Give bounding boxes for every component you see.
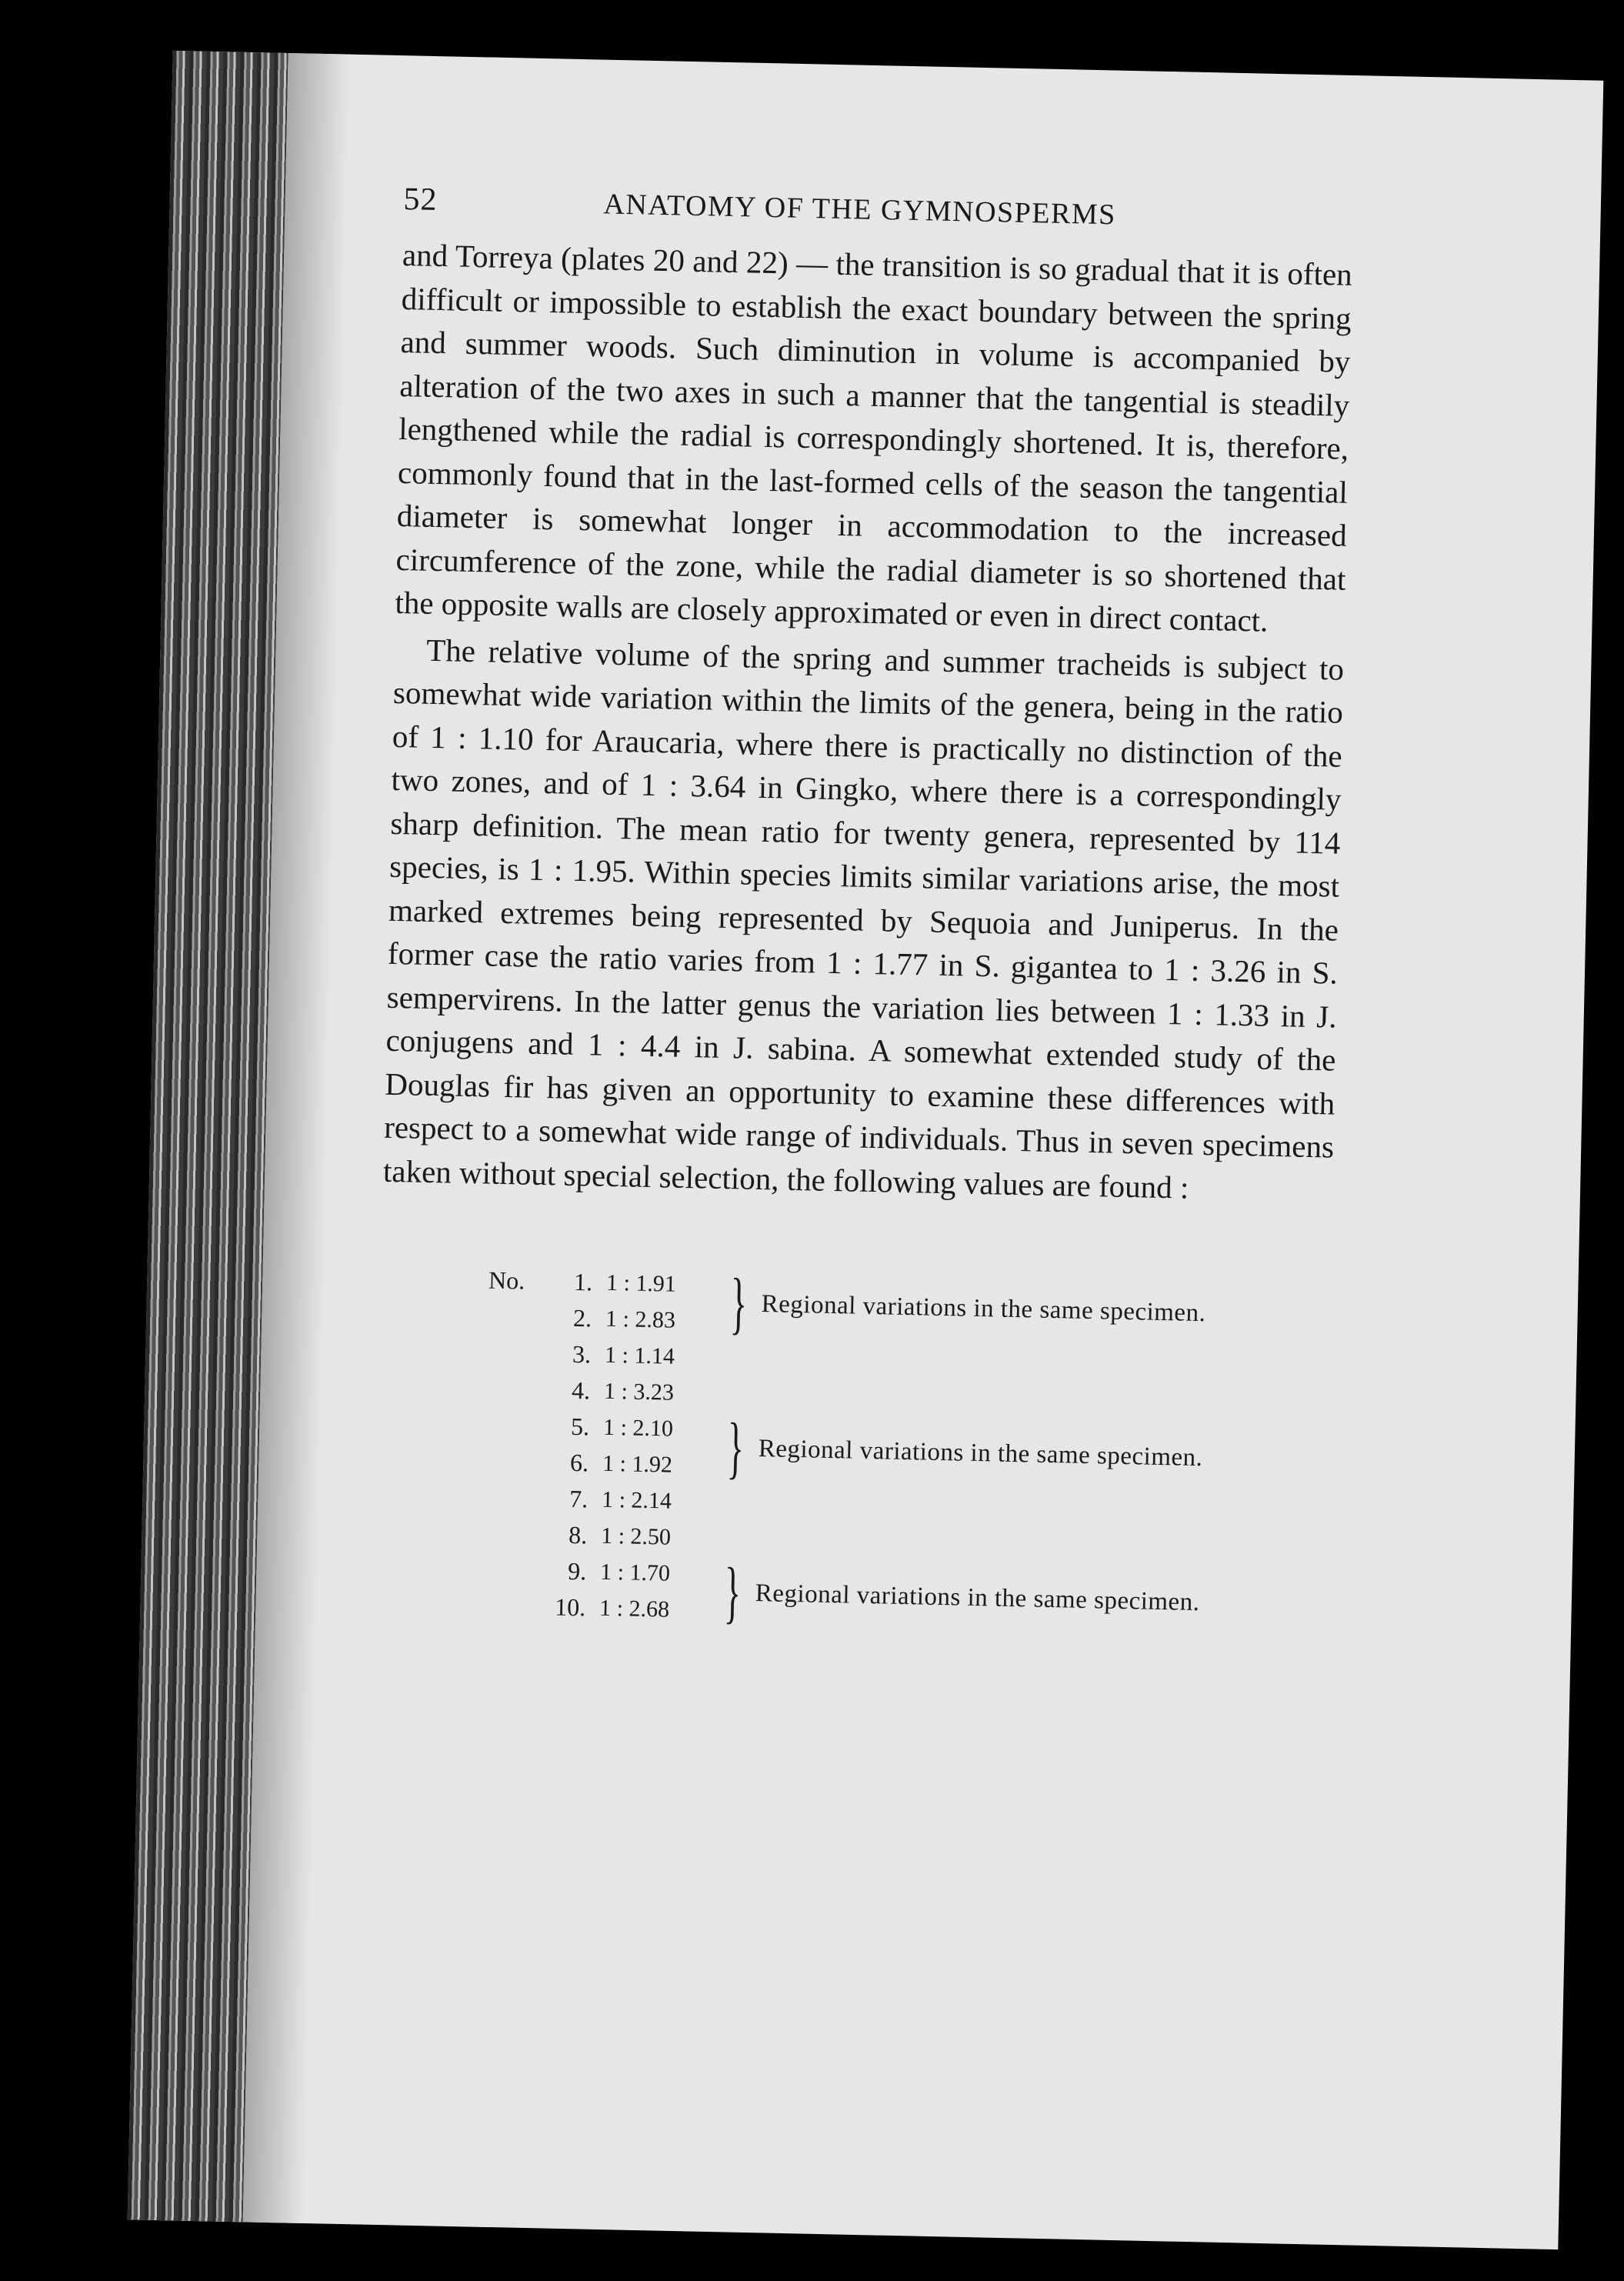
table-prefix-spacer xyxy=(482,1606,539,1607)
table-row xyxy=(482,1588,719,1629)
row-ratio: 1 : 1.92 xyxy=(602,1450,673,1478)
table-prefix-spacer xyxy=(485,1461,542,1462)
row-number: 1. xyxy=(573,1267,593,1296)
brace-glyph: } xyxy=(726,1409,745,1486)
ratio-table xyxy=(482,1262,1332,1642)
table-prefix-spacer xyxy=(488,1316,545,1318)
row-number: 6. xyxy=(569,1448,589,1477)
table-row xyxy=(483,1516,721,1556)
table-row xyxy=(485,1443,722,1484)
row-ratio: 1 : 2.50 xyxy=(600,1522,672,1550)
row-number: 7. xyxy=(569,1484,589,1513)
table-row xyxy=(485,1407,723,1448)
table-prefix-spacer xyxy=(485,1425,543,1426)
row-number: 2. xyxy=(572,1303,592,1332)
table-row xyxy=(486,1371,724,1412)
group-note: Regional variations in the same specimen. xyxy=(755,1579,1200,1616)
paragraph-continuation: and Torreya (plates 20 and 22) — the transition is so gradual that it is often difficult or impossible to establish the exact boundary between the spring and summer woods. Such diminution in volume is accompanied by alteration of the two axes in such a manner that the tangential is steadily lengthened while the radial is correspondingly shortened. It is, therefore, commonly found that in the last-formed cells of the season the tangential diameter is somewhat longer in accommodation to the increased circumference of the zone, while the radial diameter is so shortened that the opposite walls are closely approximated or even in direct contact. xyxy=(395,236,1353,639)
row-ratio: 1 : 2.68 xyxy=(599,1595,670,1622)
table-group-rows xyxy=(485,1407,723,1484)
row-ratio: 1 : 1.14 xyxy=(604,1342,675,1369)
table-group-rows xyxy=(487,1335,725,1376)
table-prefix-spacer xyxy=(484,1497,542,1499)
brace-glyph: } xyxy=(729,1265,748,1342)
row-number: 10. xyxy=(554,1592,586,1622)
table-prefix-spacer xyxy=(487,1352,545,1354)
group-note: Regional variations in the same specimen. xyxy=(761,1289,1206,1327)
row-number: 3. xyxy=(572,1339,592,1369)
row-ratio: 1 : 3.23 xyxy=(603,1378,675,1406)
table-group-rows xyxy=(483,1516,721,1556)
row-number: 4. xyxy=(571,1376,591,1405)
table-group-rows xyxy=(488,1262,726,1339)
brace-glyph: } xyxy=(723,1554,742,1631)
page-content xyxy=(374,181,1354,1641)
row-ratio: 1 : 2.83 xyxy=(605,1306,676,1333)
table-prefix: No. xyxy=(488,1266,525,1295)
table-row xyxy=(488,1299,725,1339)
row-ratio: 1 : 1.70 xyxy=(599,1559,671,1586)
table-row xyxy=(484,1479,722,1520)
running-head: ANATOMY OF THE GYMNOSPERMS xyxy=(602,188,1117,232)
table-group-rows xyxy=(486,1371,724,1412)
row-ratio: 1 : 2.14 xyxy=(601,1486,672,1514)
row-ratio: 1 : 1.91 xyxy=(605,1269,677,1297)
table-row xyxy=(487,1335,725,1376)
paragraph-ratios: The relative volume of the spring and summer tracheids is subject to somewhat wide variation within the limits of the genera, being in the ratio of 1 : 1.10 for Araucaria, where there is practically no distinction of the two zones, and of 1 : 3.64 in Gingko, where there is a correspondingly sharp definition. The mean ratio for twenty genera, represented by 114 species, is 1 : 1.95. Within species limits similar variations arise, the most marked extremes being represented by Sequoia and Juniperus. In the former case the ratio varies from 1 : 1.77 in S. gigantea to 1 : 3.26 in S. sempervirens. In the latter genus the variation lies between 1 : 1.33 in J. conjugens and 1 : 4.4 in J. sabina. A somewhat extended study of the Douglas fir has given an opportunity to examine these differences with respect to a somewhat wide range of individuals. Thus in seven specimens taken without special selection, the following values are found : xyxy=(382,632,1345,1206)
table-prefix-spacer xyxy=(483,1533,541,1535)
table-row xyxy=(489,1262,726,1303)
row-number: 8. xyxy=(568,1520,588,1549)
table-group-rows xyxy=(484,1479,722,1520)
row-ratio: 1 : 2.10 xyxy=(602,1414,674,1442)
table-group-rows xyxy=(482,1552,720,1629)
table-prefix-spacer xyxy=(482,1569,540,1571)
table-row xyxy=(482,1552,720,1592)
group-note: Regional variations in the same specimen. xyxy=(758,1434,1203,1472)
row-number: 9. xyxy=(567,1556,587,1586)
page-number: 52 xyxy=(403,181,438,218)
table-prefix-spacer xyxy=(486,1389,544,1390)
row-number: 5. xyxy=(570,1412,590,1441)
